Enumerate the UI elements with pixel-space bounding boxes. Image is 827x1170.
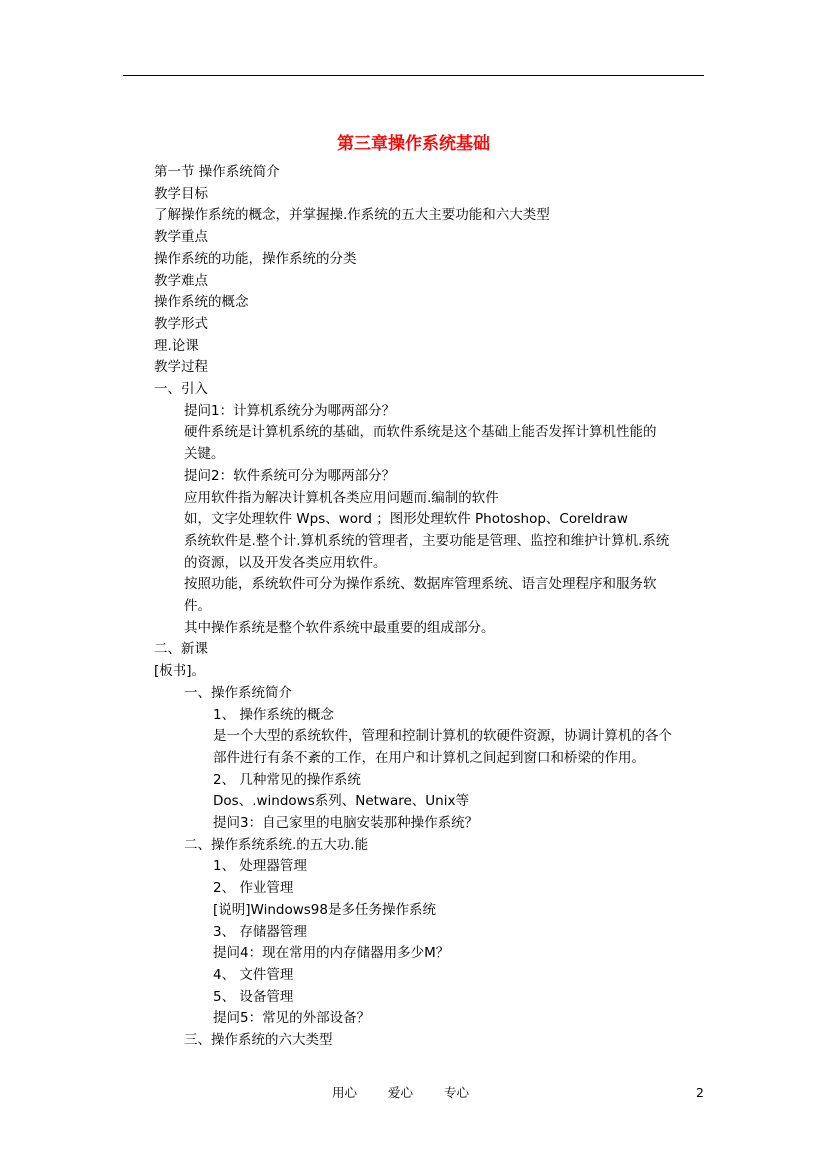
chapter-title: 第三章操作系统基础 — [337, 134, 490, 154]
text-line: [说明]Windows98是多任务操作系统 — [213, 901, 436, 918]
text-line: 5、 设备管理 — [213, 988, 294, 1005]
text-line: 如，文字处理软件 Wps、word ；图形处理软件 Photoshop、Coreldraw — [184, 511, 628, 528]
text-line: 二、操作系统系统.的五大功.能 — [184, 836, 369, 853]
text-line: 关键。 — [184, 446, 225, 463]
text-line: 一、操作系统简介 — [184, 684, 292, 701]
text-line: 三、操作系统的六大类型 — [184, 1032, 333, 1048]
text-line: 是一个大型的系统软件，管理和控制计算机的软硬件资源，协调计算机的各个 — [213, 728, 672, 745]
text-line: 教学目标 — [154, 185, 208, 202]
text-line: 教学重点 — [154, 229, 208, 246]
text-line: 教学过程 — [154, 359, 208, 376]
text-line: 提问4：现在常用的内存储器用多少M？ — [213, 945, 450, 962]
text-line: 第一节 操作系统简介 — [154, 164, 280, 180]
text-line: 1、 处理器管理 — [213, 858, 307, 875]
footer-text-left: 用心 — [332, 1085, 358, 1100]
text-line: 操作系统的功能，操作系统的分类 — [154, 250, 357, 267]
text-line: 3、 存储器管理 — [213, 923, 307, 940]
text-line: 的资源，以及开发各类应用软件。 — [184, 554, 387, 571]
text-line: 2、 作业管理 — [213, 880, 294, 897]
text-line: 教学形式 — [154, 315, 208, 332]
header-rule — [123, 75, 704, 76]
text-line: Dos、.windows系列、Netware、Unix等 — [213, 793, 469, 810]
text-line: [板书]。 — [154, 663, 206, 680]
text-line: 一、引入 — [154, 381, 208, 397]
text-line: 2、 几种常见的操作系统 — [213, 771, 361, 788]
text-line: 操作系统的概念 — [154, 294, 249, 311]
text-line: 了解操作系统的概念，并掌握操.作系统的五大主要功能和六大类型 — [154, 207, 550, 224]
text-line: 1、 操作系统的概念 — [213, 706, 334, 723]
footer-text-right: 专心 — [444, 1085, 470, 1100]
text-line: 系统软件是.整个计.算机系统的管理者，主要功能是管理、监控和维护计算机.系统 — [184, 532, 670, 549]
page-number: 2 — [696, 1085, 704, 1100]
text-line: 教学难点 — [154, 272, 208, 289]
text-line: 提问1：计算机系统分为哪两部分？ — [184, 402, 396, 419]
text-line: 提问3：自己家里的电脑安装那种操作系统？ — [213, 815, 479, 831]
text-line: 按照功能，系统软件可分为操作系统、数据库管理系统、语言处理程序和服务软 — [184, 576, 657, 593]
footer-text-middle: 爱心 — [388, 1085, 414, 1100]
text-line: 理.论课 — [154, 337, 199, 354]
text-line: 4、 文件管理 — [213, 966, 294, 983]
text-line: 提问2：软件系统可分为哪两部分？ — [184, 467, 396, 484]
text-line: 二、新课 — [154, 641, 208, 658]
text-line: 部件进行有条不紊的工作，在用户和计算机之间起到窗口和桥梁的作用。 — [213, 749, 645, 766]
text-line: 硬件系统是计算机系统的基础，而软件系统是这个基础上能否发挥计算机性能的 — [184, 424, 657, 441]
text-line: 应用软件指为解决计算机各类应用问题而.编制的软件 — [184, 489, 499, 506]
text-line: 其中操作系统是整个软件系统中最重要的组成部分。 — [184, 619, 495, 636]
text-line: 提问5：常见的外部设备？ — [213, 1010, 371, 1027]
text-line: 件。 — [184, 598, 211, 614]
